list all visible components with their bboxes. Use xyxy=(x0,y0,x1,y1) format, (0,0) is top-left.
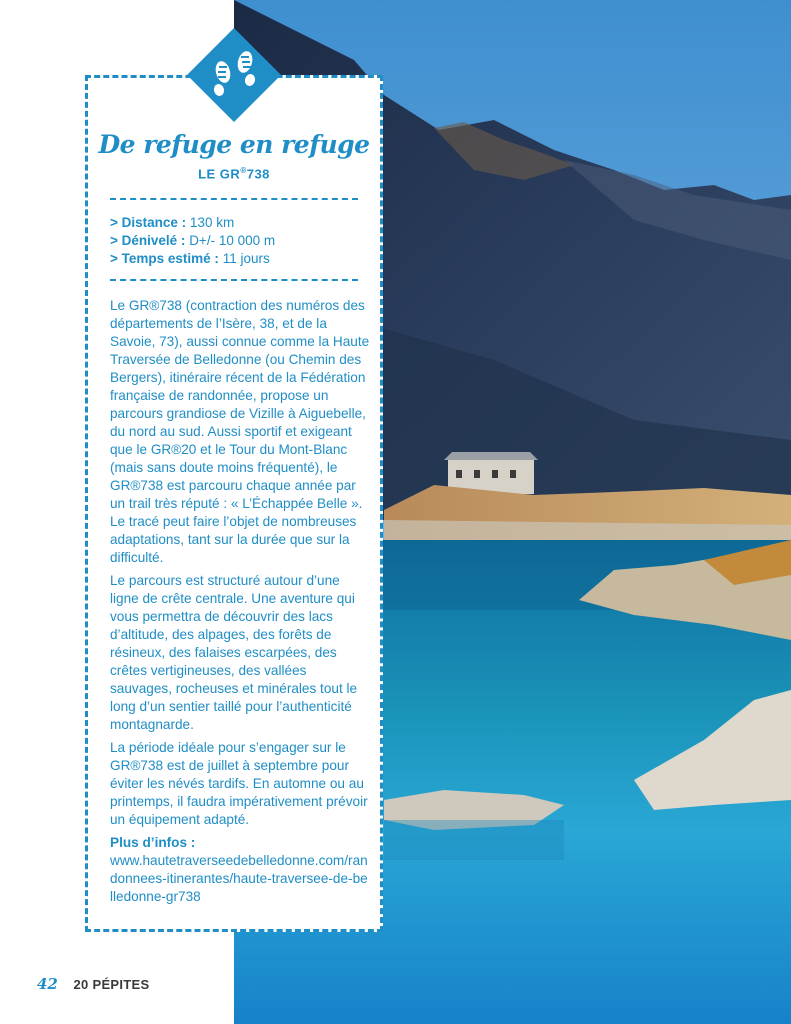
dashed-divider xyxy=(110,198,358,200)
page-footer xyxy=(37,975,149,993)
stat-duration: > Temps estimé : 11 jours xyxy=(110,251,270,266)
section-name: 20 PÉPITES xyxy=(73,977,150,992)
dashed-divider xyxy=(110,279,358,281)
badge xyxy=(187,28,281,122)
card-subtitle: LE GR®738 xyxy=(198,166,270,182)
more-info-label: Plus d’infos : xyxy=(110,835,196,850)
page-number: 42 xyxy=(37,975,58,993)
hiking-boots-footprints-icon xyxy=(187,28,281,122)
more-info-link[interactable]: www.hautetraverseedebelledonne.com/randonnees-itinerantes/haute-traversee-de-belledonne-gr738 xyxy=(110,853,368,904)
info-card xyxy=(85,75,383,932)
paragraph-route: Le parcours est structuré autour d’une ligne de crête centrale. Une aventure qui vous permettra de découvrir des lacs d’altitude, des alpages, des forêts de résineux, des falaises escarpées, des crêtes vertigineuses, des vallées sauvages, rocheuses et minérales tout le long d’un sentier taillé pour l’authenticité montagnarde. xyxy=(110,573,358,732)
paragraph-intro: Le GR®738 (contraction des numéros des départements de l’Isère, 38, et de la Savoie, 73), aussi connue comme la Haute Traversée de Belledonne (ou Chemin des Bergers), itinéraire récent de la Fédération française de randonnée, propose un parcours grandiose de Vizille à Aiguebelle, du nord au sud. Aussi sportif et exigeant que le GR®20 et le Tour du Mont-Blanc (mais sans doute moins fréquenté), le GR®738 est parcouru chaque année par un trail très réputé : « L’Échappée Belle ». Le tracé peut faire l’objet de nombreuses adaptations, tant sur la durée que sur la difficulté. xyxy=(110,298,370,565)
stat-distance: > Distance : 130 km xyxy=(110,215,235,230)
article-body xyxy=(110,297,370,906)
stats-list xyxy=(110,214,275,268)
stat-elevation: > Dénivelé : D+/- 10 000 m xyxy=(110,233,276,248)
paragraph-season: La période idéale pour s’engager sur le GR®738 est de juillet à septembre pour éviter les névés tardifs. En automne ou au printemps, il faudra impérativement prévoir un équipement adapté. xyxy=(110,740,368,827)
card-title: De refuge en refuge xyxy=(98,130,370,159)
